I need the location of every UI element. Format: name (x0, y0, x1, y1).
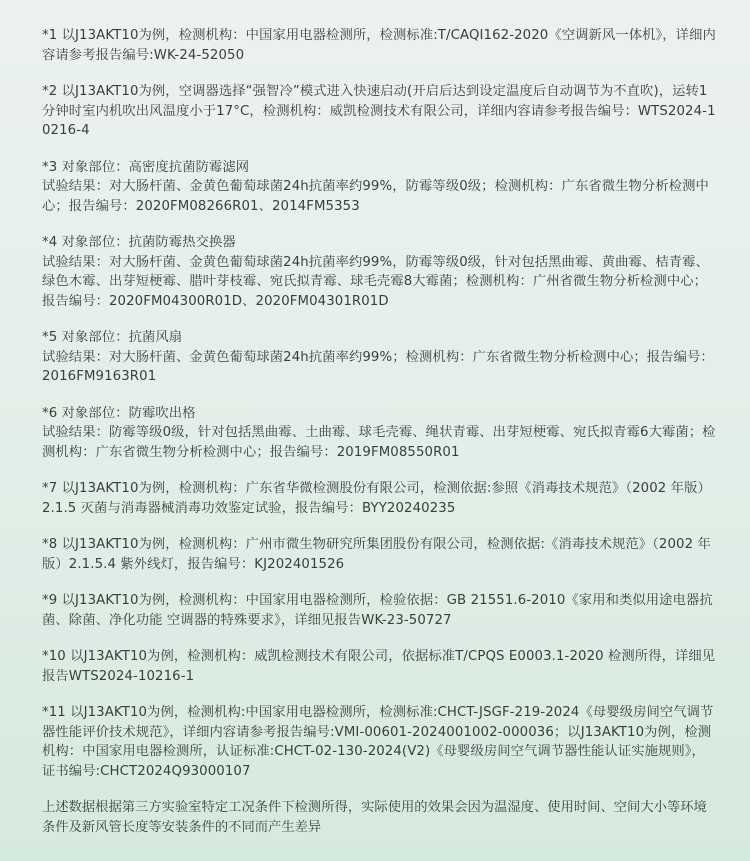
footnote-result: 试验结果：对大肠杆菌、金黄色葡萄球菌24h抗菌率约99%；检测机构：广东省微生物分析检测中心；报告编号：2016FM9163R01 (42, 349, 714, 384)
footnote-subject: *6 对象部位：防霉吹出格 (42, 405, 196, 421)
footnote-3 (42, 158, 718, 217)
footnote-text: *2 以J13AKT10为例，空调器选择“强智冷”模式进入快速启动(开启后达到设定温度后自动调节为不直吹)，运转1分钟时室内机吹出风温度小于17°C，检测机构：威凯检测技术有限公司，详细内容请参考报告编号：WTS2024-10216-4 (42, 84, 716, 138)
footnote-text: *9 以J13AKT10为例，检测机构：中国家用电器检测所，检验依据：GB 21551.6-2010《家用和类似用途电器抗菌、除菌、净化功能 空调器的特殊要求》，详细见报告WK-23-50727 (42, 593, 713, 628)
footnote-6 (42, 404, 718, 463)
footnote-2 (42, 82, 718, 141)
footnote-5 (42, 328, 718, 387)
footnote-text: *11 以J13AKT10为例，检测机构:中国家用电器检测所，检测标准:CHCT-JSGF-219-2024《母婴级房间空气调节器性能评价技术规范》，详细内容请参考报告编号:VMI-00601-2024001002-000036；以J13AKT10为例，检测机构：中国家用电器检测所，认证标准:CHCT-02-130-2024(V2)《母婴级房间空气调节器性能认证实施规则》，证书编号:CHCT2024Q93000107 (42, 705, 714, 779)
footnote-result: 试验结果：对大肠杆菌、金黄色葡萄球菌24h抗菌率约99%，防霉等级0级，针对包括黑曲霉、黄曲霉、桔青霉、 绿色木霉、出芽短梗霉、腊叶芽枝霉、宛氏拟青霉、球毛壳霉8大霉菌；检测机构：广州省微生物分析检测中心；报告编号：2020FM04300R01D、2020FM04301R01D (42, 254, 709, 309)
footnote-8 (42, 535, 718, 574)
footnote-text: *7 以J13AKT10为例，检测机构：广东省华微检测股份有限公司，检测依据:参照《消毒技术规范》（2002 年版）2.1.5 灭菌与消毒器械消毒功效鉴定试验，报告编号：BYY20240235 (42, 481, 711, 516)
footnote-result: 试验结果：防霉等级0级，针对包括黑曲霉、土曲霉、球毛壳霉、绳状青霉、出芽短梗霉、宛氏拟青霉6大霉菌；检测机构：广东省微生物分析检测中心；报告编号：2019FM08550R01 (42, 425, 716, 460)
footnote-10 (42, 647, 718, 686)
footnote-text: *8 以J13AKT10为例，检测机构：广州市微生物研究所集团股份有限公司，检测依据:《消毒技术规范》（2002 年版）2.1.5.4 紫外线灯，报告编号：KJ202401526 (42, 537, 711, 572)
footnote-subject: *3 对象部位：高密度抗菌防霉滤网 (42, 159, 250, 175)
footnote-result: 试验结果：对大肠杆菌、金黄色葡萄球菌24h抗菌率约99%，防霉等级0级；检测机构：广东省微生物分析检测中心；报告编号：2020FM08266R01、2014FM5353 (42, 179, 709, 214)
footnote-text: *1 以J13AKT10为例，检测机构：中国家用电器检测所，检测标准:T/CAQI162-2020《空调新风一体机》，详细内容请参考报告编号:WK-24-52050 (42, 28, 716, 63)
footnote-1 (42, 26, 718, 65)
footnote-9 (42, 591, 718, 630)
footnote-subject: *4 对象部位：抗菌防霉热交换器 (42, 235, 236, 250)
disclaimer: 上述数据根据第三方实验室特定工况条件下检测所得，实际使用的效果会因为温湿度、使用时间、空间大小等环境条件及新风管长度等安装条件的不同而产生差异 (42, 800, 707, 835)
footnote-subject: *5 对象部位：抗菌风扇 (42, 330, 183, 345)
footnote-4 (42, 233, 718, 311)
footnotes-list (42, 26, 718, 837)
footnote-text: *10 以J13AKT10为例，检测机构：威凯检测技术有限公司，依据标准T/CPQS E0003.1-2020 检测所得，详细见报告WTS2024-10216-1 (42, 649, 716, 684)
footnote-11 (42, 703, 718, 781)
footnote-7 (42, 479, 718, 518)
